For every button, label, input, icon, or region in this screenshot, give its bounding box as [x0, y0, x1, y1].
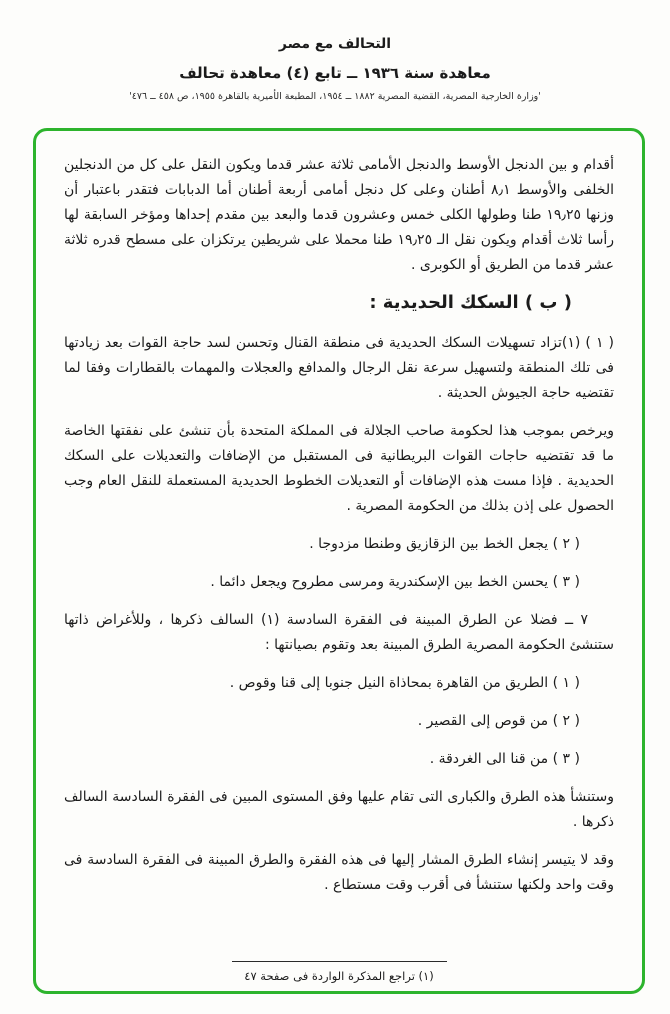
- item-zagazig-tanta-line: ( ٢ ) يجعل الخط بين الزقازيق وطنطا مزدوجا .: [309, 536, 580, 552]
- item-qus-quseir-road: ( ٢ ) من قوص إلى القصير .: [417, 713, 580, 729]
- doc-title: التحالف مع مصر: [278, 36, 392, 52]
- paragraph-roads-standard: وستنشأ هذه الطرق والكبارى التى تقام عليها وفق المستوى المبين فى الفقرة السادسة السالف ذكرها .: [64, 789, 614, 830]
- source-citation-line: 'وزارة الخارجية المصرية، القضية المصرية ١٨٨٢ ــ ١٩٥٤، المطبعة الأميرية بالقاهرة ١٩٥٥، ص ٤٥٨ ــ ٤٧٦': [129, 91, 541, 102]
- green-border-frame: [33, 128, 645, 994]
- paragraph-uk-government-expense: ويرخص بموجب هذا لحكومة صاحب الجلالة فى المملكة المتحدة بأن تنشئ على نفقتها الخاصة ما قد تقتضيه حاجات القوات البريطانية فى المستقبل من الإضافات والتعديلات على السكك الحديدية . فإذا مست هذه الإضافات أو التعديلات الخطوط الحديدية المستعملة للنقل العام وجب الحصول على إذن بذلك من الحكومة المصرية .: [64, 423, 614, 514]
- paragraph-railway-facilities: ( ١ ) (١)تزاد تسهيلات السكك الحديدية فى منطقة القنال وتحسن لسد حاجة القوات بعد زيادتها فى تلك المنطقة ولتسهيل سرعة نقل الرجال والمدافع والعجلات والمهمات بالقطارات وفقا لما تقتضيه حاجة الجيوش الحديثة .: [64, 335, 614, 401]
- paragraph-roads-timing: وقد لا يتيسر إنشاء الطرق المشار إليها فى هذه الفقرة والطرق المبينة فى الفقرة السادسة فى وقت واحد ولكنها ستنشأ فى أقرب وقت مستطاع .: [64, 852, 614, 893]
- page-header: [0, 0, 670, 102]
- paragraph-roads-clause-7: ٧ ــ فضلا عن الطرق المبينة فى الفقرة السادسة (١) السالف ذكرها ، وللأغراض ذاتها ستنشئ الحكومة المصرية الطرق المبينة بعد وتقوم بصيانتها :: [64, 612, 614, 653]
- footnote-area: [36, 961, 642, 983]
- item-alexandria-matruh-line: ( ٣ ) يحسن الخط بين الإسكندرية ومرسى مطروح ويجعل دائما .: [210, 574, 580, 590]
- footnote-divider: [232, 961, 447, 962]
- doc-subtitle: معاهدة سنة ١٩٣٦ ــ تابع (٤) معاهدة تحالف: [179, 64, 491, 82]
- section-heading-railways: ( ب ) السكك الحديدية :: [369, 292, 572, 313]
- footnote-text: (١) تراجع المذكرة الواردة فى صفحة ٤٧: [244, 969, 434, 983]
- item-qena-hurghada-road: ( ٣ ) من قنا الى الغردقة .: [429, 751, 580, 767]
- paragraph-axle-loads: أقدام و بين الدنجل الأوسط والدنجل الأمامى ثلاثة عشر قدما ويكون النقل على كل من الدنجلين الخلفى والأوسط ٨٫١ أطنان وعلى كل دنجل أمامى أربعة أطنان أما الدبابات فتقدر باعتبار أن وزنها ١٩٫٢٥ طنا وطولها الكلى خمس وعشرون قدما والبعد بين مقدم إحداها ومؤخر السابقة لها رأسا ثلاث أقدام ويكون نقل الـ ١٩٫٢٥ طنا محملا على شريطين يرتكزان على مسطح قدره ثلاثة عشر قدما من الطريق أو الكوبرى .: [64, 157, 614, 273]
- item-cairo-qena-qus-road: ( ١ ) الطريق من القاهرة بمحاذاة النيل جنوبا إلى قنا وقوص .: [229, 675, 580, 691]
